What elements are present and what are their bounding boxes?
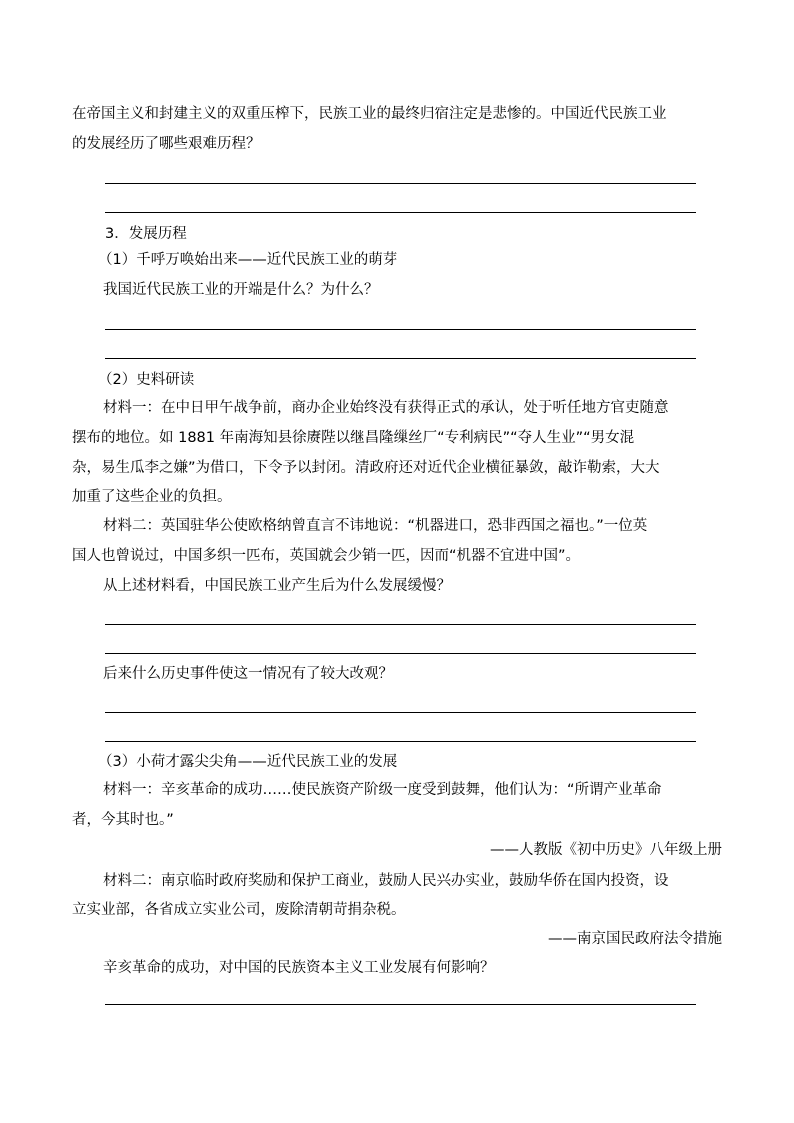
answer-line[interactable] xyxy=(105,653,696,654)
part3-material2-source: ——南京国民政府法令措施 xyxy=(548,931,722,947)
section-title: 3．发展历程 xyxy=(105,226,187,242)
part2-question-2: 后来什么历史事件使这一情况有了较大改观？ xyxy=(103,666,393,682)
answer-line[interactable] xyxy=(105,624,696,625)
answer-line[interactable] xyxy=(105,329,696,330)
part2-material2-line-1: 材料二：英国驻华公使欧格纳曾直言不讳地说：“机器进口，恐非西国之福也。”一位英 xyxy=(103,518,648,534)
part2-material1-line-2: 摆布的地位。如 1881 年南海知县徐赓陛以继昌隆缫丝厂“专利病民”“夺人生业”“男女混 xyxy=(72,430,635,446)
part1-heading: （1）千呼万唤始出来——近代民族工业的萌芽 xyxy=(98,252,398,268)
part3-material1-line-2: 者，今其时也。” xyxy=(72,812,174,828)
intro-line-2: 的发展经历了哪些艰难历程？ xyxy=(72,136,261,152)
answer-line[interactable] xyxy=(105,183,696,184)
part3-material1-line-1: 材料一：辛亥革命的成功……使民族资产阶级一度受到鼓舞，他们认为：“所谓产业革命 xyxy=(103,782,662,798)
part2-question-1: 从上述材料看，中国民族工业产生后为什么发展缓慢？ xyxy=(103,578,451,594)
part3-material2-line-1: 材料二：南京临时政府奖励和保护工商业，鼓励人民兴办实业，鼓励华侨在国内投资，设 xyxy=(103,873,669,889)
part2-material1-line-4: 加重了这些企业的负担。 xyxy=(72,489,232,505)
answer-line[interactable] xyxy=(105,1004,696,1005)
part3-material2-line-2: 立实业部，各省成立实业公司，废除清朝苛捐杂税。 xyxy=(72,902,406,918)
answer-line[interactable] xyxy=(105,358,696,359)
part3-heading: （3）小荷才露尖尖角——近代民族工业的发展 xyxy=(98,754,398,770)
part3-question: 辛亥革命的成功，对中国的民族资本主义工业发展有何影响？ xyxy=(103,960,495,976)
answer-line[interactable] xyxy=(105,712,696,713)
part2-material2-line-2: 国人也曾说过，中国多织一匹布，英国就会少销一匹，因而“机器不宜进中国”。 xyxy=(72,548,581,564)
answer-line[interactable] xyxy=(105,212,696,213)
intro-line-1: 在帝国主义和封建主义的双重压榨下，民族工业的最终归宿注定是悲惨的。中国近代民族工业 xyxy=(72,106,667,122)
part3-material1-source: ——人教版《初中历史》八年级上册 xyxy=(490,842,722,858)
answer-line[interactable] xyxy=(105,741,696,742)
part2-heading: （2）史料研读 xyxy=(98,372,195,388)
part2-material1-line-1: 材料一：在中日甲午战争前，商办企业始终没有获得正式的承认，处于听任地方官吏随意 xyxy=(103,400,669,416)
part2-material1-line-3: 杂，易生瓜李之嫌”为借口，下令予以封闭。清政府还对近代企业横征暴敛，敲诈勒索，大大 xyxy=(72,460,660,476)
part1-question: 我国近代民族工业的开端是什么？为什么？ xyxy=(103,282,379,298)
